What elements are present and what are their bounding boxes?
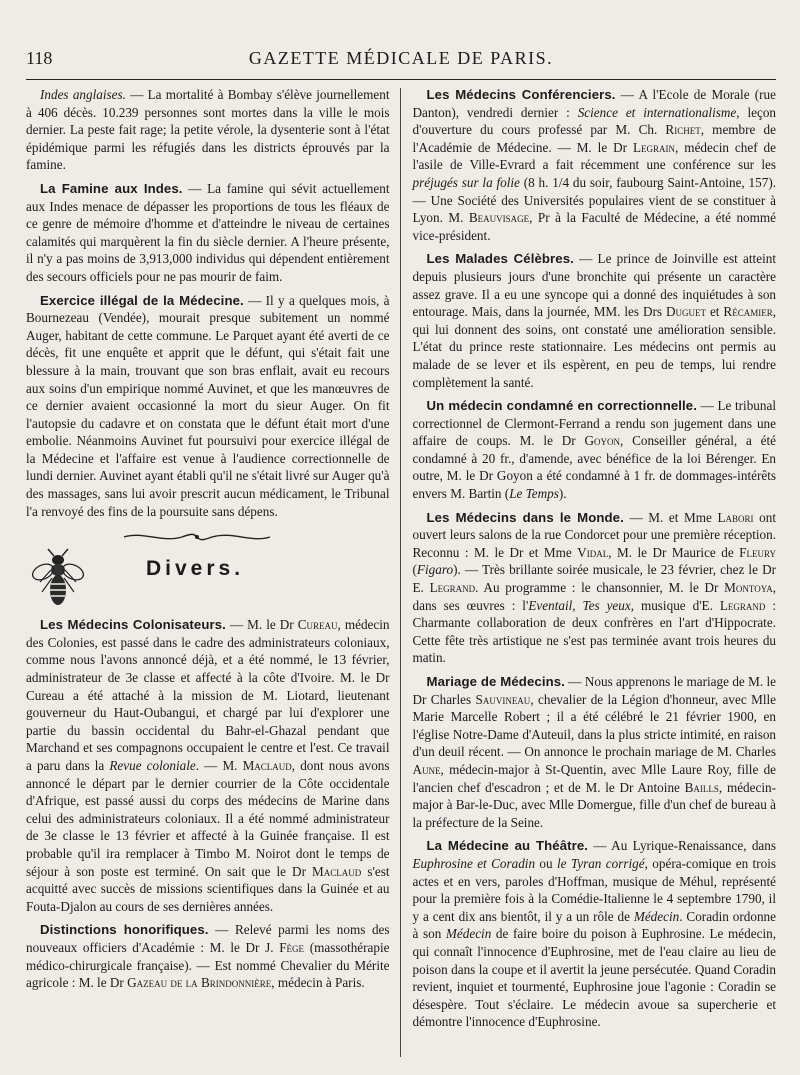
text-run: , dans ses œuvres : l' — [412, 580, 777, 613]
article-malades-celebres — [413, 250, 777, 391]
article-medecine-au-theatre — [413, 837, 777, 1031]
text-run: : Charmante collaboration de deux confrères en l'art d'Hippocrate. Cette fête très artistique ne s'est pas terminée avant trois heures du matin. — [412, 597, 777, 666]
text-run: — M. et Mme — [623, 509, 718, 525]
text-run: — Au Lyrique-Renaissance, dans — [588, 838, 776, 854]
text-run: , membre de l'Académie de Médecine. — M. le Dr — [412, 122, 777, 155]
two-column-body — [26, 86, 776, 1057]
page-number: 118 — [26, 48, 53, 68]
article-heading: Les Médecins dans le Monde. — [426, 509, 624, 525]
article-medecins-conferenciers — [413, 86, 777, 244]
article-exercice-illegal — [26, 292, 390, 521]
journal-title: GAZETTE MÉDICALE DE PARIS. — [248, 48, 554, 68]
article-heading: La Famine aux Indes. — [40, 180, 183, 196]
song-title: Eventail, Tes yeux — [528, 597, 631, 613]
text-run: s'est acquitté avec succès de missions scientifiques dans la Guinée et au Fouta-Djalon au cours de ses dernières années. — [26, 863, 390, 914]
person-name: Fège — [279, 939, 305, 955]
person-name: Sauvineau — [475, 691, 531, 707]
text-run: ( — [412, 562, 417, 578]
text-run: , médecin à Paris. — [271, 975, 365, 991]
article-body: — La famine qui sévit actuellement aux Indes menace de dépasser les proportions de tous les fléaux de ce genre de mémoire d'homme et d'atteindre le niveau de certaines calamités qui marquèrent la fin du siècle dernier. A l'heure présente, il n'y a pas moins de 3,913,000 individus qui dépendent entièrement des secours officiels pour ne pas mourir de faim. — [26, 180, 390, 284]
lecture-title: préjugés sur la folie — [412, 174, 520, 190]
person-name: Legrand — [719, 597, 766, 613]
article-body: — Il y a quelques mois, à Bournezeau (Vendée), mourait presque subitement un nommé Auger, habitant de cette commune. Le Parquet ayant été averti de ce décès, fit une enquête et apprit que le défunt, qui s'était fait une blessure à la main, trouvant que son bras enflait, avait eu recours aux soins d'un empirique nommé Auvinet, et que les manœuvres de ce dernier avaient occasionné la mort du sieur Auger. On fit l'autopsie du cadavre et on constata que le défunt était mort d'une embolie. Néanmoins Auvinet fut poursuivi pour exercice illégal de la Médecine et l'affaire est venue à l'audience correctionnelle de lundi dernier. Auvinet ayant établi qu'il ne s'était livré sur Auger qu'à des massages, sans lui avoir prescrit aucun médicament, le Tribunal l'a renvoyé des fins de la poursuite sans dépens. — [26, 292, 390, 519]
person-name: Goyon — [584, 433, 620, 449]
person-name: Maclaud — [242, 758, 292, 773]
text-run: , opéra-comique en trois actes et en vers, paroles d'Hoffman, musique de Méhul, représenté pour la première fois à la Comédie-Italienne le 4 septembre 1790, il y a cent dix ans bientôt, il y a un rôle de — [412, 855, 777, 924]
text-run: — Relevé parmi les noms des nouveaux officiers d'Académie : M. le Dr J. — [26, 922, 390, 955]
text-run: ). — [558, 486, 567, 502]
bee-emblem-icon — [30, 548, 86, 610]
person-name: Labori — [717, 509, 754, 525]
article-heading: La Médecine au Théâtre. — [426, 838, 589, 854]
work-title: Euphrosine et Coradin — [412, 855, 536, 871]
text-run: — M. le Dr — [225, 617, 298, 633]
text-run: . Coradin ordonne à son — [412, 908, 777, 942]
text-run: ont ouvert leurs salons de la rue Condorcet pour une première réception. Reconnu : M. le Dr et Mme — [412, 509, 777, 560]
person-name: Fleury — [739, 544, 777, 560]
person-name: Vidal — [577, 544, 609, 560]
person-name: Aune — [412, 761, 441, 777]
article-mariage-de-medecins — [413, 673, 777, 831]
person-name: Récamier — [723, 304, 773, 320]
article-heading: Un médecin condamné en correctionnelle. — [426, 398, 698, 414]
person-name: Cureau — [297, 617, 338, 633]
text-run: et — [706, 304, 724, 320]
publication-title: Revue coloniale — [109, 758, 196, 773]
article-heading: Les Médecins Colonisateurs. — [40, 617, 226, 633]
text-run: , Conseiller général, a été condamné à 20 fr., d'amende, avec bénéfice de la loi Bérenger. En outre, M. le Dr Goyon a été condamné à 1 fr. de dommages-intérêts envers M. Bartin ( — [412, 433, 777, 502]
header-rule — [26, 79, 776, 80]
person-name: Maclaud — [312, 863, 362, 879]
person-name: Duguet — [665, 304, 707, 320]
text-run: . Au programme : le chansonnier, M. le Dr — [475, 580, 725, 596]
text-run: , leçon d'ouverture du cours professé par M. Ch. — [412, 104, 777, 138]
text-run: , médecin-major à Bar-le-Duc, avec Mlle Domergue, fille d'un chef de bureau à la préfecture de la Seine. — [412, 779, 777, 830]
text-run: ). — Très brillante soirée musicale, le 23 février, chez le Dr E. — [412, 562, 777, 596]
person-name: Beauvisage — [468, 210, 530, 226]
text-run: de faire boire du poison à Euphrosine. Le médecin, qui connaît l'innocence d'Euphrosine, met de l'eau claire au lieu de poison dans la coupe et il avertit la jeune persécutée. Quand Coradin revient, inquiet et tourmenté, Euphrosine joue l'agonie : Coradin se désespère. Tout s'éclaire. Le médecin avoue sa supercherie et démontre l'innocence d'Euphrosine. — [412, 926, 777, 1030]
running-head — [26, 48, 776, 72]
publication-title: Figaro — [416, 562, 454, 578]
divers-section-header — [26, 546, 390, 616]
text-run: , médecin-major à St-Quentin, avec Mlle Laure Roy, fille de l'ancien chef d'escadron ; et de M. le Dr Antoine — [412, 761, 777, 795]
article-famine — [26, 180, 390, 286]
article-heading: Distinctions honorifiques. — [40, 922, 209, 938]
text-run: , chevalier de la Légion d'honneur, avec Mlle Marie Marcelle Robert ; il a été célébré le 21 février 1900, en l'église Notre-Dame d'Auteuil, dans la plus stricte intimité, en raison d'un deuil récent. — On annonce le prochain mariage de M. Charles — [412, 691, 777, 760]
article-indes-anglaises — [26, 86, 390, 174]
text-run: ou — [535, 855, 557, 871]
article-heading: Les Malades Célèbres. — [426, 251, 574, 267]
article-medecins-colonisateurs — [26, 616, 390, 915]
publication-title: Le Temps — [509, 486, 559, 502]
article-heading: Exercice illégal de la Médecine. — [40, 292, 244, 308]
text-run: , M. le Dr Maurice de — [608, 544, 740, 560]
text-run: (massothérapie médico-chirurgicale française). — Est nommé Chevalier du Mérite agricole : M. le Dr — [26, 939, 390, 991]
article-medecin-condamne — [413, 397, 777, 503]
article-body: — La mortalité à Bombay s'élève journellement à 406 décès. 10.239 personnes sont mortes dans la ville le mois dernier. La peste fait rage; la petite vérole, la dysenterie sont à l'état épidémique parmi les réfugiés dans les districts éprouvés par la famine. — [26, 87, 390, 173]
text-run: — Le tribunal correctionnel de Clermont-Ferrand a rendu son jugement dans une affaire de coups. M. le Dr — [412, 398, 777, 449]
role-name: Médecin — [445, 926, 492, 942]
text-run: , dont nous avons annoncé le départ par le dernier courrier de la Côte occidentale d'Afrique, est passé aussi du corps des médecins de Marine dans celui des administrateurs coloniaux. Il a été nommé administrateur de 3e classe le 13 février et affecté à la Guinée française. Il est probable qu'il ira remplacer à Timbo M. Noirot dont le temps de séjour à son poste est terminé. On sait que le Dr — [26, 758, 390, 879]
text-run: (8 h. 1/4 du soir, faubourg Saint-Antoine, 157). — Une Société des Universités populaires vient de se constituer à Lyon. M. — [412, 174, 777, 226]
text-run: , médecin chef de l'asile de Ville-Evrard a fait récemment une conférence sur les — [412, 139, 777, 173]
text-run: . — M. — [195, 758, 243, 773]
work-title: le Tyran corrigé — [556, 855, 645, 871]
article-medecins-dans-le-monde — [413, 509, 777, 667]
article-heading: Mariage de Médecins. — [426, 674, 565, 689]
person-name: Montoya — [724, 580, 773, 596]
article-distinctions-honorifiques — [26, 921, 390, 991]
right-column — [401, 86, 777, 1057]
article-heading: Les Médecins Conférenciers. — [426, 87, 616, 102]
person-name: Legrand — [429, 580, 476, 596]
person-name: Richet — [665, 122, 701, 138]
article-lead: Indes anglaises. — [40, 87, 126, 102]
text-run: , médecin des Colonies, est passé dans le cadre des administrateurs coloniaux, comme nous l'avons annoncé déjà, et a été nommé, le 13 février, administrateur de 3e classe et affecté à la côte d'Ivoire. M. le Dr Cureau a été attaché à la mission de M. Liotard, lieutenant gouverneur du Haut-Oubangui, et chargé par lui d'explorer une partie du bassin occidental du Bahr-el-Ghazal pendant que Marchand et ses compagnons occupaient le centre et l'est. Ce travail a paru dans la — [26, 617, 390, 773]
left-column — [26, 86, 400, 1057]
text-run: — A l'Ecole de Morale (rue Danton), vendredi dernier : — [412, 87, 777, 120]
ornament-divider — [122, 530, 272, 544]
text-run: — Nous apprenons le mariage de M. le Dr Charles — [412, 674, 777, 707]
text-run: , Pr à la Faculté de Médecine, a été nommé vice-président. — [412, 210, 777, 243]
text-run: — Le prince de Joinville est atteint depuis plusieurs jours d'une bronchite qui présente un caractère assez grave. Il a eu une syncope qui a donné des inquiétudes à son entourage. Mais, dans la journée, MM. les Drs — [412, 251, 777, 320]
text-run: , musique d'E. — [630, 597, 720, 613]
lecture-title: Science et internationalisme — [577, 104, 737, 120]
person-name: Baills — [684, 779, 719, 795]
section-title-divers: Divers. — [146, 557, 245, 581]
person-name: Legrain — [633, 139, 676, 155]
person-name: Gazeau de la Brindonnière — [127, 975, 272, 991]
text-run: , qui lui donnent des soins, ont constaté une amélioration sensible. L'état du prince reste stationnaire. Les médecins ont permis au malade de se lever et ils espèrent, en peu de temps, lui rendre complètement la santé. — [412, 304, 777, 390]
role-name: Médecin — [633, 908, 680, 924]
